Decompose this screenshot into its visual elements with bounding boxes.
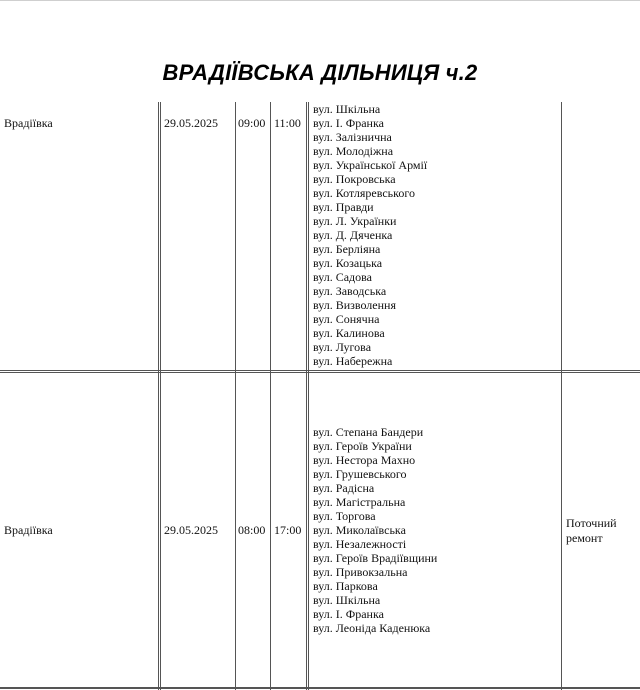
date-cell: 29.05.2025 (164, 116, 218, 130)
streets-list (313, 425, 437, 635)
street-item: вул. Набережна (313, 354, 393, 368)
street-item: вул. Леоніда Каденюка (313, 621, 431, 635)
end-time-cell: 11:00 (274, 116, 301, 130)
street-item: вул. Шкільна (313, 102, 381, 116)
note-line: ремонт (566, 531, 603, 545)
street-item: вул. Заводська (313, 284, 387, 298)
street-item: вул. Шкільна (313, 593, 381, 607)
street-item: вул. Котляревського (313, 186, 415, 200)
street-item: вул. Паркова (313, 579, 378, 593)
streets-list (313, 102, 427, 368)
date-cell: 29.05.2025 (164, 523, 218, 537)
street-item: вул. Козацька (313, 256, 383, 270)
street-item: вул. Калинова (313, 326, 385, 340)
row-divider (0, 370, 640, 373)
street-item: вул. Визволення (313, 298, 396, 312)
street-item: вул. Залізнична (313, 130, 392, 144)
column-divider (561, 102, 562, 690)
column-divider (235, 102, 236, 690)
street-item: вул. Сонячна (313, 312, 380, 326)
end-time-cell: 17:00 (274, 523, 302, 537)
street-item: вул. Правди (313, 200, 374, 214)
street-item: вул. Степана Бандери (313, 425, 424, 439)
street-item: вул. Грушевського (313, 467, 407, 481)
street-item: вул. Героїв України (313, 439, 412, 453)
street-item: вул. Д. Дяченка (313, 228, 393, 242)
locality-cell: Врадіївка (4, 116, 53, 130)
street-item: вул. Радісна (313, 481, 375, 495)
street-item: вул. Лугова (313, 340, 372, 354)
locality-cell: Врадіївка (4, 523, 53, 537)
street-item: вул. Української Армії (313, 158, 428, 172)
start-time-cell: 09:00 (238, 116, 266, 130)
street-item: вул. І. Франка (313, 116, 384, 130)
street-item: вул. Молодіжна (313, 144, 394, 158)
table-bottom-border (0, 687, 640, 689)
page-title: ВРАДІЇВСЬКА ДІЛЬНИЦЯ ч.2 (162, 60, 478, 85)
top-border (0, 0, 640, 1)
street-item: вул. Садова (313, 270, 372, 284)
street-item: вул. Л. Українки (313, 214, 397, 228)
street-item: вул. Магістральна (313, 495, 406, 509)
start-time-cell: 08:00 (238, 523, 266, 537)
street-item: вул. Покровська (313, 172, 396, 186)
street-item: вул. Торгова (313, 509, 376, 523)
street-item: вул. Берліяна (313, 242, 381, 256)
street-item: вул. Миколаївська (313, 523, 406, 537)
schedule-table (0, 102, 640, 690)
column-divider (270, 102, 271, 690)
street-item: вул. І. Франка (313, 607, 384, 621)
street-item: вул. Героїв Врадіївщини (313, 551, 438, 565)
column-divider (158, 102, 161, 690)
column-divider (306, 102, 309, 690)
street-item: вул. Привокзальна (313, 565, 408, 579)
street-item: вул. Незалежності (313, 537, 407, 551)
note-line: Поточний (566, 516, 617, 530)
street-item: вул. Нестора Махно (313, 453, 416, 467)
note-cell (566, 516, 617, 546)
